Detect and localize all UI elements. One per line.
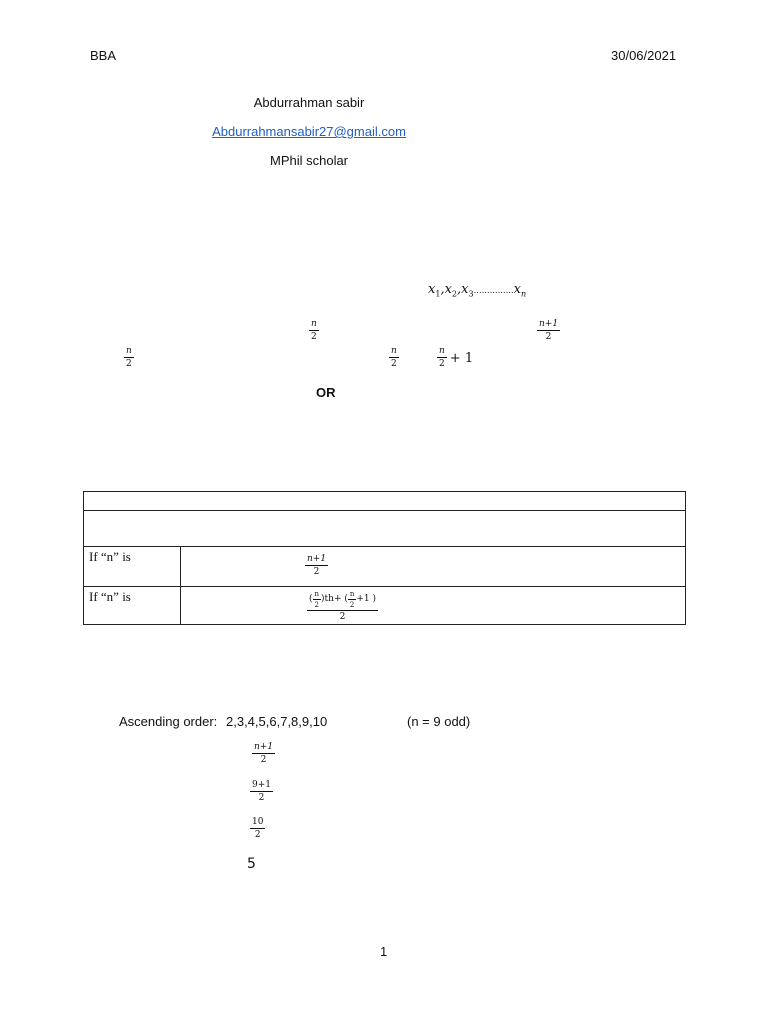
header-left: BBA: [90, 48, 117, 63]
table-row: [84, 547, 686, 587]
page-number: 1: [380, 944, 388, 959]
sequence-expression: $x_1,x_2,x_3\dots\dots\dots\dots\dots x_n$: [428, 282, 527, 299]
table-cell-formula: [181, 547, 686, 587]
or-label: OR: [316, 385, 336, 400]
step-fraction-9-plus-1: $\frac{9+1}{2}$: [252, 780, 271, 803]
step-fraction-10-over-2: $\frac{10}{2}$: [252, 817, 264, 840]
fraction-n-over-2-plus-1: [437, 347, 473, 369]
table-row: [84, 587, 686, 625]
fraction-average-of-middle-terms: ( $\frac{n}{2}$ )th+ ( $\frac{n}{2}$ +1 ) 2: [309, 589, 377, 622]
author-name: Abdurrahman sabir: [253, 95, 365, 110]
fraction-n-over-2: $\frac{n}{2}$: [439, 346, 445, 369]
author-role: MPhil scholar: [269, 153, 349, 168]
table-cell-label: If “n” is: [84, 587, 181, 625]
ascending-order-values: 2,3,4,5,6,7,8,9,10: [226, 714, 328, 729]
median-result: 5: [247, 856, 256, 872]
author-email-link[interactable]: Abdurrahmansabir27@gmail.com: [212, 124, 406, 139]
fraction-n-plus-1-over-2: $\frac{n+1}{2}$: [307, 554, 327, 577]
table-row: [84, 511, 686, 547]
table-row: [84, 492, 686, 511]
table-cell: [84, 492, 686, 511]
table-cell-formula: [181, 587, 686, 625]
table-cell-label: If “n” is: [84, 547, 181, 587]
fraction-n-over-2: $\frac{n}{2}$: [126, 346, 132, 369]
fraction-n-over-2: $\frac{n}{2}$: [391, 346, 397, 369]
author-email-line: [200, 124, 418, 139]
plus-one: + 1: [449, 350, 474, 366]
table-cell: [84, 511, 686, 547]
fraction-n-over-2: $\frac{n}{2}$: [311, 319, 317, 342]
median-formula-table: [83, 491, 686, 625]
step-fraction-n-plus-1: $\frac{n+1}{2}$: [254, 742, 274, 765]
n-odd-note: (n = 9 odd): [407, 714, 471, 729]
ascending-order-label: Ascending order:: [119, 714, 218, 729]
fraction-n-plus-1-over-2: $\frac{n+1}{2}$: [539, 319, 559, 342]
header-date: 30/06/2021: [611, 48, 677, 63]
